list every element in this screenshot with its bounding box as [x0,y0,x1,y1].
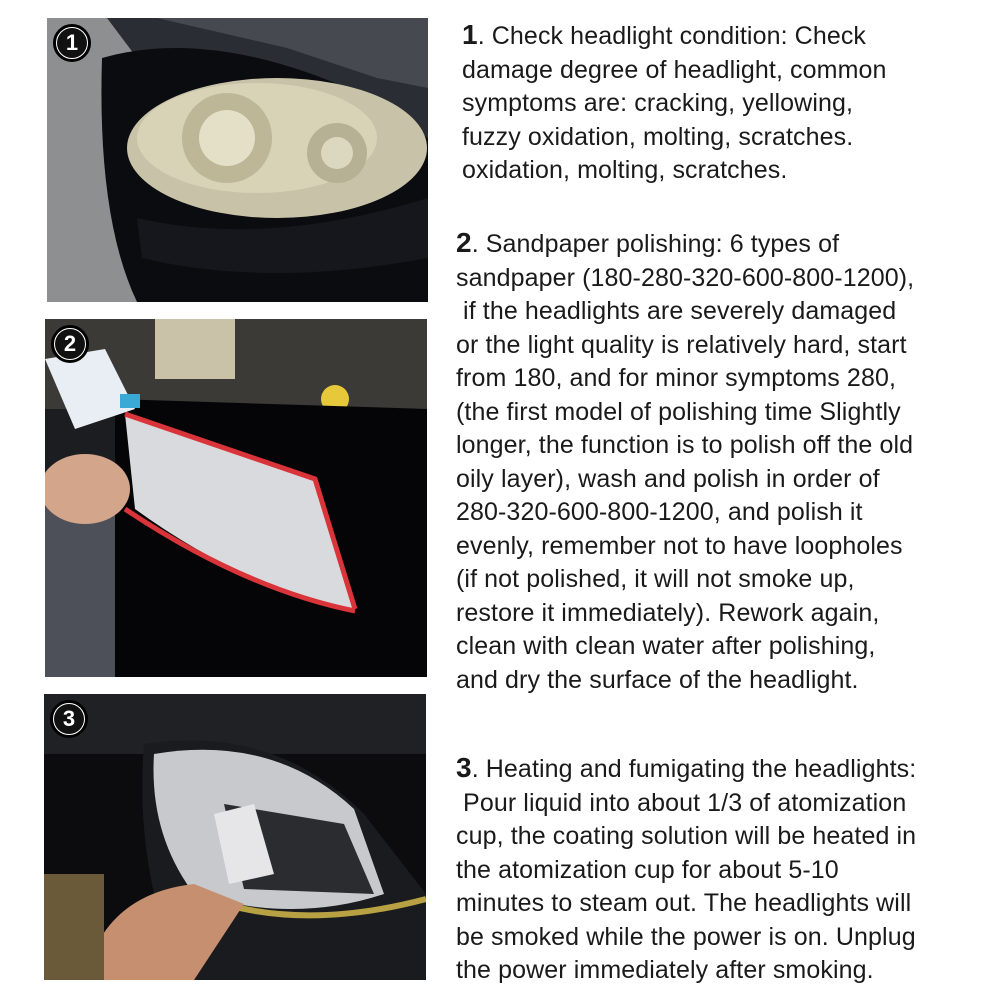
step-3-line-2: Pour liquid into about 1/3 of atomization [456,788,907,817]
step-2-line-14: and dry the surface of the headlight. [456,665,859,694]
step-1-number: 1 [462,19,478,50]
step-2-line-6: (the first model of polishing time Slightly [456,397,901,426]
step-1-heading-line [462,18,887,54]
step-2-line-10: evenly, remember not to have loopholes [456,531,903,560]
step-2-line-4: or the light quality is relatively hard, start [456,330,907,359]
step-1-line-3: symptoms are: cracking, yellowing, [462,89,854,117]
step-2-line-2: sandpaper (180-280-320-600-800-1200), [456,263,915,292]
photo-step-3 [44,694,426,980]
step-3-line-4: the atomization cup for about 5-10 [456,855,839,884]
step-2-line-7: longer, the function is to polish off the old [456,431,914,459]
step-1-line-4: fuzzy oxidation, molting, scratches. [462,122,854,151]
step-1-line-1: . Check headlight condition: Check [477,22,867,50]
step-3-text [456,751,916,988]
step-1-badge [53,24,91,62]
step-2-line-1: . Sandpaper polishing: 6 types of [471,230,840,258]
step-2-number: 2 [456,227,472,258]
step-1-text [462,18,887,188]
step-3-line-5: minutes to steam out. The headlights will [456,889,912,917]
step-3-line-3: cup, the coating solution will be heated in [456,822,917,850]
step-2-text [456,226,914,697]
step-2-line-9: 280-320-600-800-1200, and polish it [456,498,863,526]
step-2-line-12: restore it immediately). Rework again, [456,598,880,627]
step-1-line-2: damage degree of headlight, common [462,55,887,84]
step-3-number: 3 [456,752,472,783]
step-2-line-5: from 180, and for minor symptoms 280, [456,364,896,392]
step-2-line-8: oily layer), wash and polish in order of [456,464,880,493]
step-2-heading-line [456,226,914,262]
sanding-headlight-image [45,319,427,677]
step-2-line-11: (if not polished, it will not smoke up, [456,565,855,593]
step-2-line-3: if the headlights are severely damaged [456,297,897,325]
headlight-yellowed-image [47,18,428,302]
step-3-line-7: the power immediately after smoking. [456,956,874,984]
step-2-line-13: clean with clean water after polishing, [456,632,876,660]
step-3-line-1: . Heating and fumigating the headlights: [471,755,917,783]
step-1-badge-number: 1 [57,28,87,58]
photo-step-2 [45,319,427,677]
fumigating-headlight-image [44,694,426,980]
step-3-badge-number: 3 [54,704,84,734]
step-2-badge [51,325,89,363]
step-3-heading-line [456,751,916,787]
photo-step-1 [47,18,428,302]
step-3-line-6: be smoked while the power is on. Unplug [456,922,916,951]
step-2-badge-number: 2 [55,329,85,359]
step-3-badge [50,700,88,738]
step-1-line-5: oxidation, molting, scratches. [462,156,788,184]
